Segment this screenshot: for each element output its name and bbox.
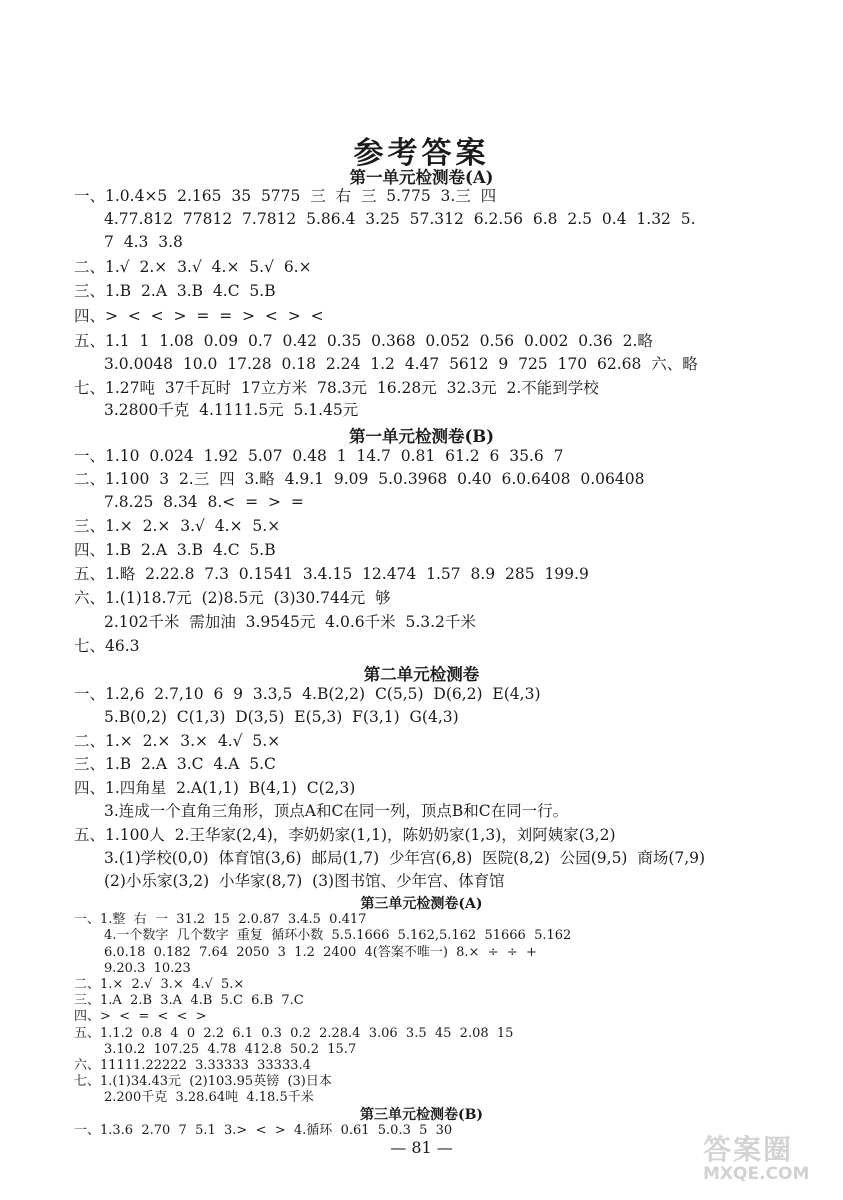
answer-line: 二、1.100 3 2.三 四 3.略 4.9.1 9.09 5.0.3968 0.40 6.0.6408 0.06408 <box>74 470 645 488</box>
answer-line: 二、1.× 2.× 3.× 4.√ 5.× <box>74 732 281 750</box>
answer-line: 3.2800千克 4.1111.5元 5.1.45元 <box>104 401 359 419</box>
answer-line: 一、1.0.4×5 2.165 35 5775 三 右 三 5.775 3.三 四 <box>74 187 497 205</box>
answer-line: 7 4.3 3.8 <box>104 233 183 251</box>
answer-line: 七、46.3 <box>74 637 140 655</box>
answer-line: 9.20.3 10.23 <box>104 960 191 976</box>
answer-line: 4.77.812 77812 7.7812 5.86.4 3.25 57.312 6.2.56 6.8 2.5 0.4 1.32 5. <box>104 210 696 228</box>
answer-line: 四、> < = < < > <box>74 1009 207 1025</box>
answer-line: 2.102千米 需加油 3.9545元 4.0.6千米 5.3.2千米 <box>104 613 476 631</box>
answer-line: 三、1.B 2.A 3.C 4.A 5.C <box>74 755 276 773</box>
answer-line: 3.(1)学校(0,0) 体育馆(3,6) 邮局(1,7) 少年宫(6,8) 医院(8,2) 公园(9,5) 商场(7,9) <box>104 849 706 867</box>
answer-line: 6.0.18 0.182 7.64 2050 3 1.2 2400 4(答案不唯一) 8.× ÷ ÷ + <box>104 944 537 960</box>
watermark-text: 答案圈 <box>703 1133 794 1166</box>
answer-line: 二、1.× 2.√ 3.× 4.√ 5.× <box>74 977 245 992</box>
answer-line: 五、1.略 2.22.8 7.3 0.1541 3.4.15 12.474 1.57 8.9 285 199.9 <box>74 565 589 583</box>
answer-line: 六、11111.22222 3.33333 33333.4 <box>74 1058 311 1073</box>
answer-line: 三、1.A 2.B 3.A 4.B 5.C 6.B 7.C <box>74 993 304 1009</box>
page-number: — 81 — <box>390 1138 453 1157</box>
page-title: 参考答案 <box>353 136 490 171</box>
answer-line: 4.一个数字 几个数字 重复 循环小数 5.5.1666 5.162,5.162 51666 5.162 <box>104 928 572 944</box>
answer-line: 三、1.× 2.× 3.√ 4.× 5.× <box>74 517 281 535</box>
section-heading-unit1-a: 第一单元检测卷(A) <box>349 168 494 187</box>
answer-line: (2)小乐家(3,2) 小华家(8,7) (3)图书馆、少年宫、体育馆 <box>104 872 505 890</box>
answer-line: 一、1.10 0.024 1.92 5.07 0.48 1 14.7 0.81 61.2 6 35.6 7 <box>74 447 564 465</box>
answer-line: 五、1.1 1 1.08 0.09 0.7 0.42 0.35 0.368 0.052 0.56 0.002 0.36 2.略 <box>74 332 653 350</box>
answer-line: 5.B(0,2) C(1,3) D(3,5) E(5,3) F(3,1) G(4,3) <box>104 708 459 726</box>
watermark-url: MXQE.COM <box>703 1164 810 1184</box>
section-heading-unit3-a: 第三单元检测卷(A) <box>360 896 483 912</box>
watermark-logo <box>703 1128 825 1188</box>
answer-line: 3.0.0048 10.0 17.28 0.18 2.24 1.2 4.47 5612 9 725 170 62.68 六、略 <box>104 355 698 373</box>
section-heading-unit3-b: 第三单元检测卷(B) <box>359 1106 484 1123</box>
answer-line: 六、1.(1)18.7元 (2)8.5元 (3)30.744元 够 <box>74 589 391 607</box>
answer-line: 二、1.√ 2.× 3.√ 4.× 5.√ 6.× <box>74 258 312 276</box>
answer-line: 四、1.B 2.A 3.B 4.C 5.B <box>74 541 276 559</box>
answer-line: 一、1.整 右 一 31.2 15 2.0.87 3.4.5 0.417 <box>74 912 367 928</box>
answer-line: 四、> < < > = = > < > < <box>74 307 324 325</box>
answer-line: 7.8.25 8.34 8.< = > = <box>104 493 304 511</box>
answer-line: 四、1.四角星 2.A(1,1) B(4,1) C(2,3) <box>74 779 356 797</box>
answer-line: 七、1.(1)34.43元 (2)103.95英镑 (3)日本 <box>74 1074 332 1090</box>
answer-line: 五、1.1.2 0.8 4 0 2.2 6.1 0.3 0.2 2.28.4 3.06 3.5 45 2.08 15 <box>74 1025 514 1041</box>
answer-line: 一、1.3.6 2.70 7 5.1 3.> < > 4.循环 0.61 5.0.3 5 30 <box>74 1122 453 1138</box>
answer-line: 3.10.2 107.25 4.78 412.8 50.2 15.7 <box>104 1041 357 1057</box>
answer-line: 2.200千克 3.28.64吨 4.18.5千米 <box>104 1090 314 1106</box>
answer-line: 3.连成一个直角三角形，顶点A和C在同一列，顶点B和C在同一行。 <box>104 802 569 820</box>
section-heading-unit1-b: 第一单元检测卷(B) <box>348 427 495 446</box>
section-heading-unit2: 第二单元检测卷 <box>363 665 480 684</box>
answer-line: 三、1.B 2.A 3.B 4.C 5.B <box>74 282 276 300</box>
answer-line: 七、1.27吨 37千瓦时 17立方米 78.3元 16.28元 32.3元 2.不能到学校 <box>74 379 599 397</box>
answer-line: 五、1.100人 2.王华家(2,4)，李奶奶家(1,1)，陈奶奶家(1,3)，刘阿姨家(3,2) <box>74 826 616 844</box>
answer-line: 一、1.2,6 2.7,10 6 9 3.3,5 4.B(2,2) C(5,5) D(6,2) E(4,3) <box>74 685 541 703</box>
